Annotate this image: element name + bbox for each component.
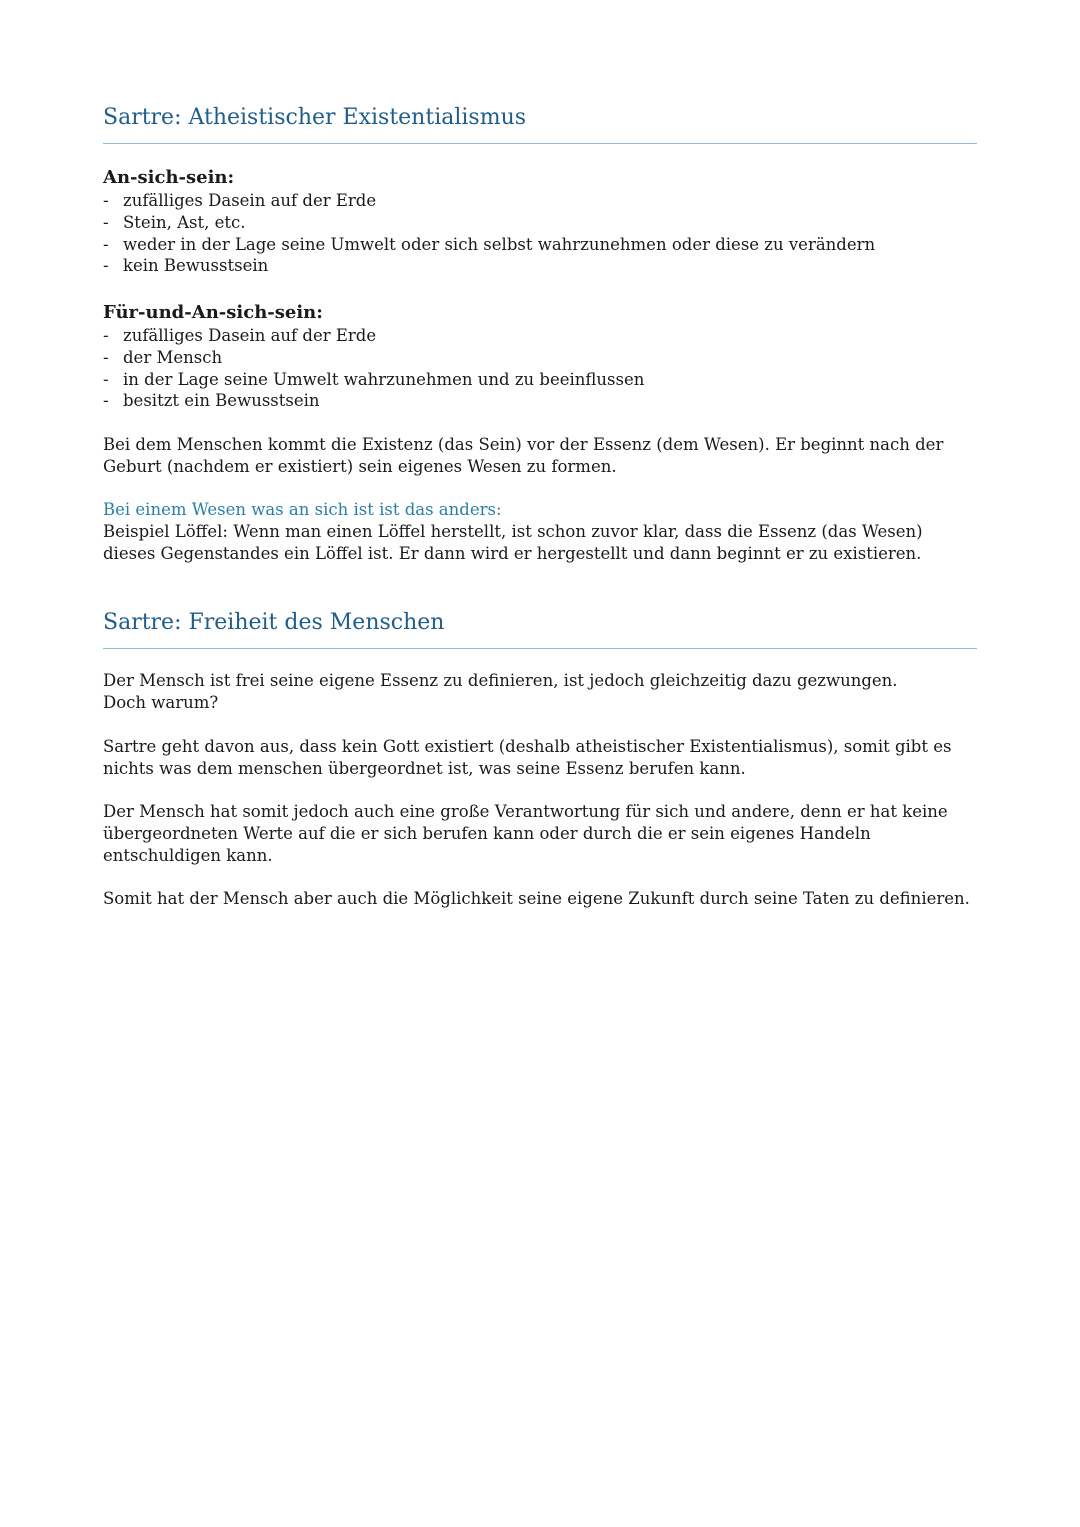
list-item: - zufälliges Dasein auf der Erde: [103, 326, 377, 345]
freedom-paragraph-3-block: [103, 801, 977, 867]
example-block: [103, 499, 977, 565]
list-item: - Stein, Ast, etc.: [103, 212, 246, 232]
freedom-paragraph-4-block: [103, 888, 977, 910]
list-item: - besitzt ein Bewusstsein: [103, 391, 320, 411]
existence-paragraph: Bei dem Menschen kommt die Existenz (das Sein) vor der Essenz (dem Wesen). Er beginnt nach der Geburt (nachdem er existiert) sein eigenes Wesen zu formen.: [103, 435, 944, 476]
spoon-example-paragraph: Beispiel Löffel: Wenn man einen Löffel herstellt, ist schon zuvor klar, dass die Essenz (das Wesen) dieses Gegenstandes ein Löffel ist. Er dann wird er hergestellt und dann beginnt er zu existieren.: [103, 522, 923, 563]
accent-line: Bei einem Wesen was an sich ist ist das anders:: [103, 500, 502, 519]
freedom-paragraph-1-block: [103, 670, 977, 714]
freedom-paragraph-2: Sartre geht davon aus, dass kein Gott existiert (deshalb atheistischer Existentialismus), somit gibt es nichts was dem menschen übergeordnet ist, was seine Essenz berufen kann.: [103, 737, 952, 778]
an-sich-sein-list: [103, 190, 977, 277]
an-sich-sein-heading: An-sich-sein:: [103, 167, 235, 188]
fuer-und-an-sich-sein-list: [103, 325, 977, 412]
section-atheistic-existentialism: [103, 103, 977, 144]
list-item: - kein Bewusstsein: [103, 256, 269, 276]
an-sich-sein-block: [103, 166, 977, 277]
list-item: - der Mensch: [103, 347, 223, 367]
freedom-paragraph-4: Somit hat der Mensch aber auch die Möglichkeit seine eigene Zukunft durch seine Taten zu definieren.: [103, 889, 970, 908]
existence-paragraph-block: [103, 434, 977, 478]
section-title: Sartre: Freiheit des Menschen: [103, 608, 977, 649]
freedom-paragraph-3: Der Mensch hat somit jedoch auch eine große Verantwortung für sich und andere, denn er hat keine übergeordneten Werte auf die er sich berufen kann oder durch die er sein eigenes Handeln entschuldigen kann.: [103, 802, 948, 865]
freedom-paragraph-2-block: [103, 736, 977, 780]
freedom-paragraph-1-line-1: Der Mensch ist frei seine eigene Essenz zu definieren, ist jedoch gleichzeitig dazu gezwungen.: [103, 671, 898, 690]
freedom-paragraph-1-line-2: Doch warum?: [103, 693, 219, 712]
list-item: - in der Lage seine Umwelt wahrzunehmen und zu beeinflussen: [103, 369, 645, 389]
section-title: Sartre: Atheistischer Existentialismus: [103, 103, 977, 144]
fuer-und-an-sich-sein-block: [103, 301, 977, 412]
section-freedom-of-man: [103, 608, 977, 649]
list-item: - weder in der Lage seine Umwelt oder sich selbst wahrzunehmen oder diese zu verändern: [103, 234, 876, 254]
fuer-und-an-sich-sein-heading: Für-und-An-sich-sein:: [103, 302, 323, 323]
list-item: - zufälliges Dasein auf der Erde: [103, 191, 377, 210]
